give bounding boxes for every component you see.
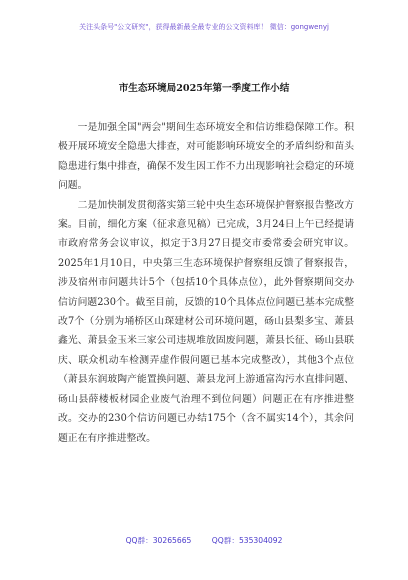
promo-banner: 关注头条号"公文研究"，获得最新最全最专业的公文资料库！ 微信：gongwenyj [79, 23, 329, 31]
qq-group-1: QQ群：30265665 [125, 536, 192, 545]
document-title: 市生态环境局2025年第一季度工作小结 [118, 83, 290, 94]
paragraph-1: 一是加强全国"两会"期间生态环境安全和信访维稳保障工作。积极开展环境安全隐患大排查，对可能影响环境安全的矛盾纠纷和苗头隐患进行集中排查，确保不发生因工作不力出现影响社会稳定的环境问题。 [58, 122, 354, 192]
qq-group-2: QQ群：535304092 [211, 536, 283, 545]
paragraph-2: 二是加快制发贯彻落实第三轮中央生态环境保护督察报告整改方案。目前，细化方案（征求意见稿）已完成，3月24日上午已经提请市政府常务会议审议，拟定于3月27日提交市委常委会研究审议。2025年1月10日，中央第三生态环境保护督察组反馈了督察报告，涉及宿州市问题共计5个（包括10个具体点位），此外督察期间交办信访问题230个。截至目前，反馈的10个具体点位问题已基本完成整改7个（分别为埇桥区山琛建材公司环境问题，砀山县梨多宝、萧县鑫光、萧县金玉米三家公司违规堆放固废问题，萧县长征、砀山县联庆、联众机动车检测弄虚作假问题已基本完成整改），其他3个点位（萧县东润玻陶产能置换问题、萧县龙河上游通富沟污水直排问题、砀山县薛楼板材园企业废气治理不到位问题）问题正在有序推进整改。交办的230个信访问题已办结175个（含不属实14个），其余问题正在有序推进整改。 [58, 199, 354, 444]
footer-contact [0, 535, 408, 546]
document-body [58, 118, 354, 448]
